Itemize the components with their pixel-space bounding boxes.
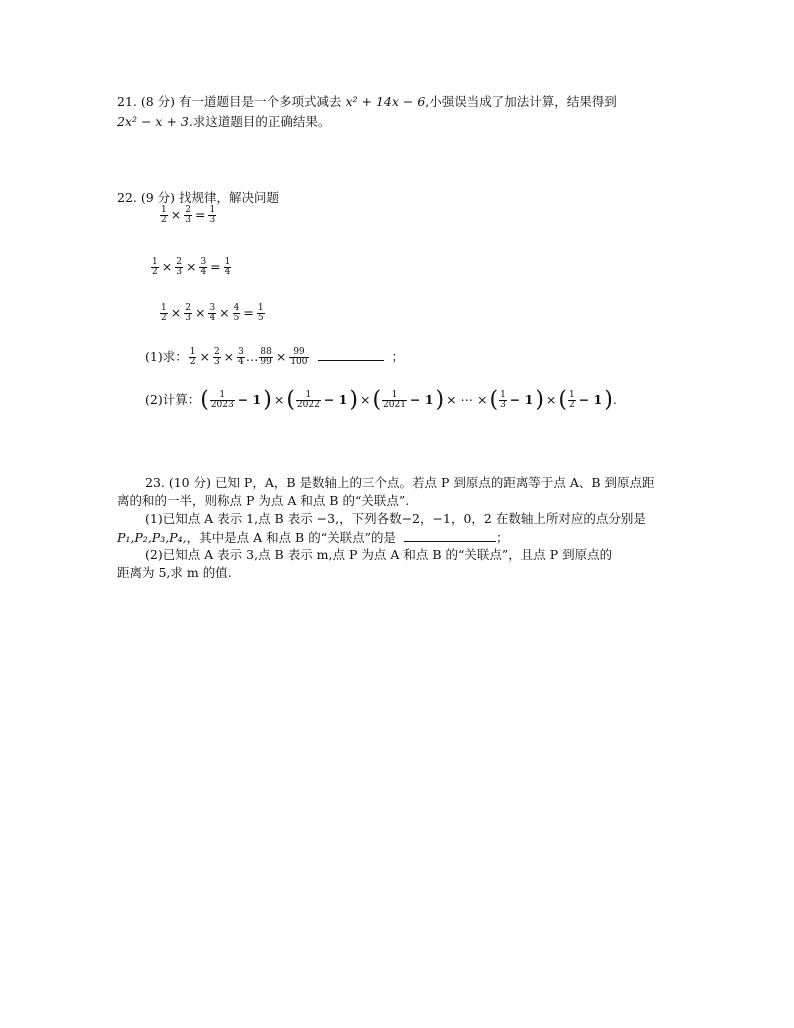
fraction: $\frac{1}{2}$ bbox=[161, 205, 167, 225]
fraction: $\frac{88}{99}$ bbox=[260, 347, 272, 367]
q22-heading: 22. (9 分) 找规律，解决问题 bbox=[117, 190, 280, 205]
fraction: $\frac{99}{100}$ bbox=[290, 347, 308, 367]
fraction: $\frac{3}{4}$ bbox=[200, 257, 207, 277]
q21-poly-result: 2x² − x + 3 bbox=[117, 114, 189, 129]
q23-line1: 23. (10 分) 已知 P，A，B 是数轴上的三个点。若点 P 到原点的距离等于点 A、B 到原点距 bbox=[145, 475, 655, 490]
fraction: $\frac{1}{4}$ bbox=[224, 257, 231, 277]
q23-line3: (1)已知点 A 表示 1,点 B 表示 −3,，下列各数−2，−1，0，2 在数轴上所对应的点分别是 bbox=[145, 511, 646, 526]
fraction: $\frac{3}{4}$ bbox=[209, 303, 216, 323]
q21-poly-sub: x² + 14x − 6 bbox=[345, 94, 426, 109]
q23-line4-end: ； bbox=[495, 530, 509, 545]
fraction: $\frac{1}{2021}$ bbox=[383, 390, 406, 410]
fraction: $\frac{2}{3}$ bbox=[185, 205, 191, 225]
q22-part1-label: (1)求： bbox=[145, 349, 188, 364]
q22-part2-end: . bbox=[612, 392, 617, 407]
q22-part2: (2)计算：( $\frac{1}{2023}$ − 1) ×( $\frac{1}{2022}$ − 1) ×( $\frac{1}{2021}$ − 1) × ⋯ ×( $\frac{1}{3}$ − 1) ×( $\frac{1}{2}$ − 1). bbox=[145, 387, 617, 413]
fraction: $\frac{1}{2}$ bbox=[189, 347, 196, 367]
ellipsis: … bbox=[245, 349, 259, 364]
fraction: $\frac{1}{2}$ bbox=[161, 303, 167, 323]
fraction: $\frac{1}{5}$ bbox=[257, 303, 264, 323]
fraction: $\frac{4}{5}$ bbox=[233, 303, 240, 323]
q23-line4 bbox=[117, 529, 508, 546]
fraction: $\frac{2}{3}$ bbox=[176, 257, 182, 277]
q21-prefix: 21. (8 分) 有一道题目是一个多项式减去 bbox=[117, 94, 346, 109]
q21-suffix: .求这道题目的正确结果。 bbox=[188, 114, 331, 129]
q23-line5: (2)已知点 A 表示 3,点 B 表示 m,点 P 为点 A 和点 B 的“关联点”，且点 P 到原点的 bbox=[145, 547, 613, 562]
q21-line2 bbox=[117, 114, 330, 130]
q22-row1: $\frac{1}{2}$ × $\frac{2}{3}$ = $\frac{1}{3}$ bbox=[161, 205, 216, 225]
fraction: $\frac{1}{3}$ bbox=[209, 205, 216, 225]
q22-part2-label: (2)计算： bbox=[145, 392, 201, 407]
q23-line6: 距离为 5,求 m 的值. bbox=[117, 565, 232, 580]
fraction: $\frac{1}{2}$ bbox=[569, 390, 575, 410]
q22-part1: (1)求： $\frac{1}{2}$ × $\frac{2}{3}$ × $\frac{3}{4}$ … $\frac{88}{99}$ × $\frac{99}{100}$ ； bbox=[145, 347, 404, 367]
q23-points: P₁,P₂,P₃,P₄, bbox=[117, 530, 187, 545]
q23-line2: 离的和的一半，则称点 P 为点 A 和点 B 的“关联点”. bbox=[117, 493, 410, 508]
q22-part1-end: ； bbox=[391, 349, 404, 364]
answer-blank[interactable] bbox=[404, 529, 496, 542]
q22-row2: $\frac{1}{2}$ × $\frac{2}{3}$ × $\frac{3}{4}$ = $\frac{1}{4}$ bbox=[152, 257, 231, 277]
q23-line4-text: ，其中是点 A 和点 B 的“关联点”的是 bbox=[186, 530, 396, 545]
fraction: $\frac{1}{2}$ bbox=[152, 257, 158, 277]
q21-line1 bbox=[117, 94, 617, 110]
answer-blank[interactable] bbox=[318, 348, 384, 361]
q22-row3: $\frac{1}{2}$ × $\frac{2}{3}$ × $\frac{3}{4}$ × $\frac{4}{5}$ = $\frac{1}{5}$ bbox=[161, 303, 264, 323]
fraction: $\frac{2}{3}$ bbox=[213, 347, 220, 367]
fraction: $\frac{2}{3}$ bbox=[185, 303, 191, 323]
fraction: $\frac{3}{4}$ bbox=[238, 347, 244, 367]
fraction: $\frac{1}{3}$ bbox=[500, 390, 506, 410]
q21-mid: ,小强误当成了加法计算，结果得到 bbox=[425, 94, 617, 109]
fraction: $\frac{1}{2022}$ bbox=[296, 390, 320, 410]
fraction: $\frac{1}{2023}$ bbox=[210, 390, 234, 410]
